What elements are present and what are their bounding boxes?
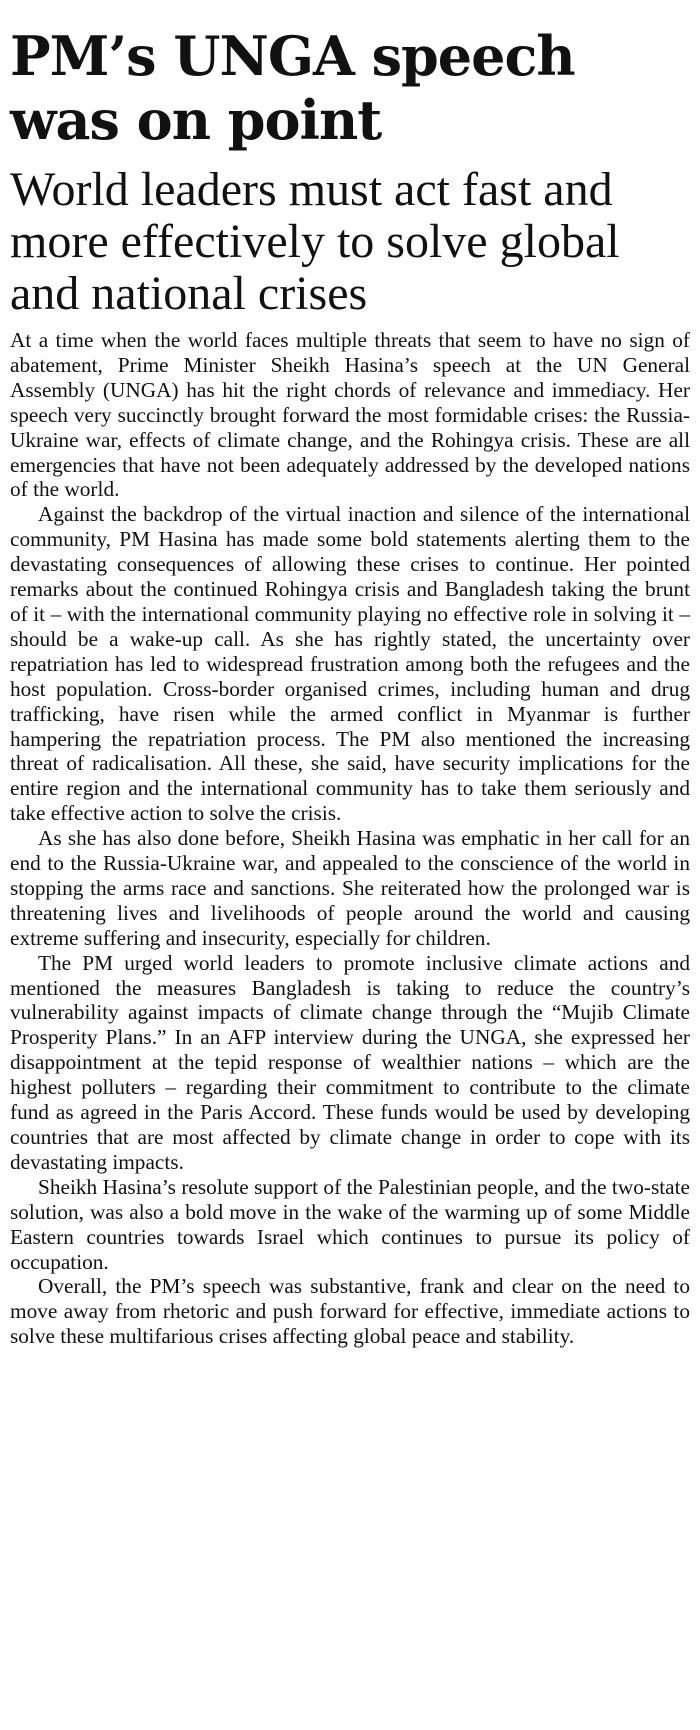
paragraph: Against the backdrop of the virtual inaction and silence of the international community, PM Hasina has made some bold statements alerting them to the devastating consequences of allowing these crises to continue. Her pointed remarks about the continued Rohingya crisis and Bangladesh taking the brunt of it – with the international community playing no effective role in solving it – should be a wake-up call. As she has rightly stated, the uncertainty over repatriation has led to widespread frustration among both the refugees and the host population. Cross-border organised crimes, including human and drug trafficking, have risen while the armed conflict in Myanmar is further hampering the repatriation process. The PM also mentioned the increasing threat of radicalisation. All these, she said, have security implications for the entire region and the international community has to take them seriously and take effective action to solve the crisis. bbox=[10, 502, 690, 826]
paragraph: Overall, the PM’s speech was substantive, frank and clear on the need to move away from rhetoric and push forward for effective, immediate actions to solve these multifarious crises affecting global peace and stability. bbox=[10, 1274, 690, 1349]
paragraph: As she has also done before, Sheikh Hasina was emphatic in her call for an end to the Russia-Ukraine war, and appealed to the conscience of the world in stopping the arms race and sanctions. She reiterated how the prolonged war is threatening lives and livelihoods of people around the world and causing extreme suffering and insecurity, especially for children. bbox=[10, 826, 690, 950]
paragraph: At a time when the world faces multiple threats that seem to have no sign of abatement, Prime Minister Sheikh Hasina’s speech at the UN General Assembly (UNGA) has hit the right chords of relevance and immediacy. Her speech very succinctly brought forward the most formidable crises: the Russia-Ukraine war, effects of climate change, and the Rohingya crisis. These are all emergencies that have not been adequately addressed by the developed nations of the world. bbox=[10, 328, 690, 502]
paragraph: The PM urged world leaders to promote inclusive climate actions and mentioned the measures Bangladesh is taking to reduce the country’s vulnerability against impacts of climate change through the “Mujib Climate Prosperity Plans.” In an AFP interview during the UNGA, she expressed her disappointment at the tepid response of wealthier nations – which are the highest polluters – regarding their commitment to contribute to the climate fund as agreed in the Paris Accord. These funds would be used by developing countries that are most affected by climate change in order to cope with its devastating impacts. bbox=[10, 950, 690, 1174]
paragraph: Sheikh Hasina’s resolute support of the Palestinian people, and the two-state solution, was also a bold move in the wake of the warming up of some Middle Eastern countries towards Israel which continues to pursue its policy of occupation. bbox=[10, 1174, 690, 1274]
article-body bbox=[10, 328, 690, 1349]
subheadline: World leaders must act fast and more effectively to solve global and national crises bbox=[10, 163, 620, 320]
headline: PM’s UNGA speech was on point bbox=[10, 24, 575, 152]
